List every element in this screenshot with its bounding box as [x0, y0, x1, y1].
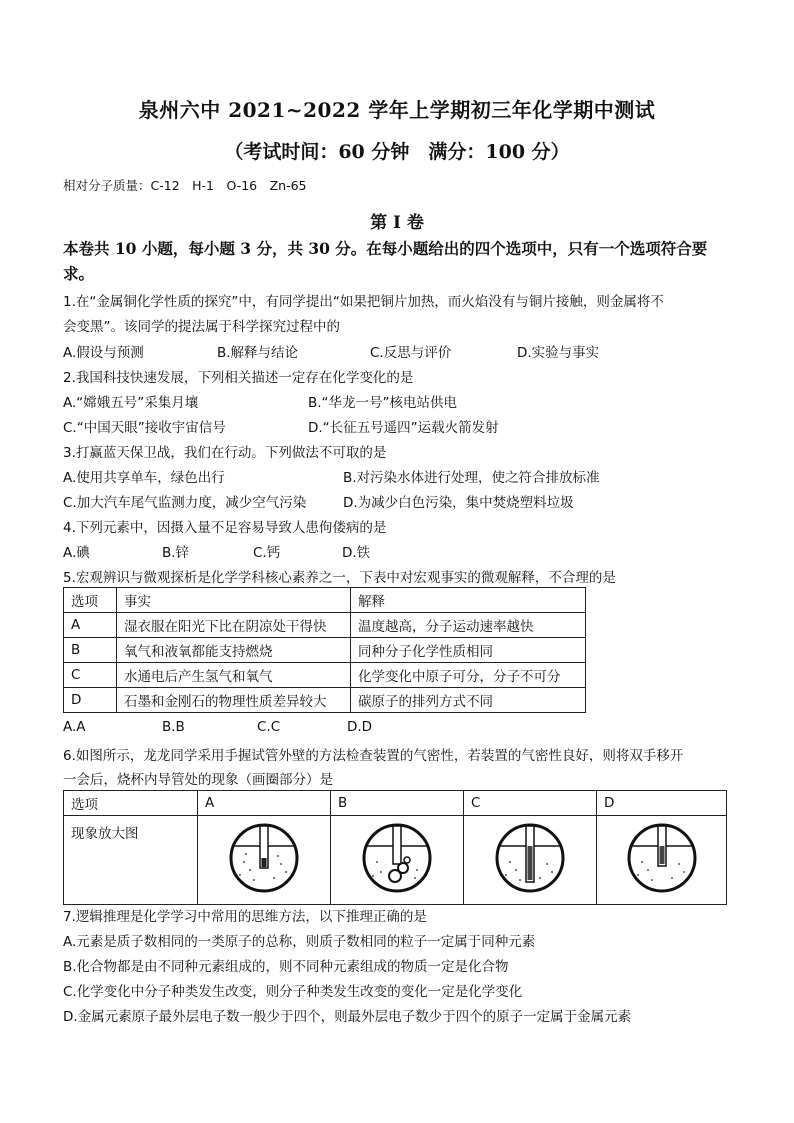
figure-cell-c	[464, 816, 597, 905]
table-cell: 水通电后产生氢气和氧气	[117, 663, 351, 688]
figure-cell-b	[331, 816, 464, 905]
q6-stem-line2: 一会后，烧杯内导管处的现象（画圈部分）是	[63, 772, 333, 788]
q1-option-a: A.假设与预测	[63, 345, 144, 361]
table-cell: A	[64, 613, 117, 638]
table-cell: B	[64, 638, 117, 663]
table-cell: 温度越高，分子运动速率越快	[351, 613, 586, 638]
table-cell: D	[64, 688, 117, 713]
magnified-beaker-figure-c	[492, 820, 568, 896]
table-row	[64, 816, 727, 905]
q5-option-d: D.D	[347, 719, 373, 735]
table-header-cell: 选项	[64, 588, 117, 613]
table-header-cell: 事实	[117, 588, 351, 613]
q4-option-a: A.碘	[63, 545, 90, 561]
section-heading: 第 I 卷	[370, 213, 424, 233]
table-cell: 同种分子化学性质相同	[351, 638, 586, 663]
q5-option-a: A.A	[63, 719, 86, 735]
q6-stem-line1: 6.如图所示，龙龙同学采用手握试管外壁的方法检查装置的气密性，若装置的气密性良好，则将双手移开	[63, 748, 684, 764]
q3-option-b: B.对污染水体进行处理，使之符合排放标准	[343, 470, 600, 486]
section-instructions: 本卷共 10 小题，每小题 3 分，共 30 分。在每小题给出的四个选项中，只有一个选项符合要求。	[63, 239, 708, 283]
table-row	[64, 663, 586, 688]
q4-option-b: B.锌	[162, 545, 190, 561]
table-row	[64, 688, 586, 713]
q7-option-c: C.化学变化中分子种类发生改变，则分子种类发生改变的变化一定是化学变化	[63, 984, 523, 1000]
q1-stem-line2: 会变黑”。该同学的提法属于科学探究过程中的	[63, 319, 340, 335]
figure-cell-d	[597, 816, 727, 905]
q3-stem: 3.打赢蓝天保卫战，我们在行动。下列做法不可取的是	[63, 445, 387, 461]
table-header-cell: A	[198, 791, 331, 816]
q2-option-b: B.“华龙一号”核电站供电	[308, 395, 458, 411]
table-header-cell: C	[464, 791, 597, 816]
q1-option-d: D.实验与事实	[517, 345, 600, 361]
q1-option-c: C.反思与评价	[370, 345, 452, 361]
q1-stem-line1: 1.在“金属铜化学性质的探究”中，有同学提出“如果把铜片加热，而火焰没有与铜片接触，则金属将不	[63, 294, 664, 310]
q4-option-d: D.铁	[342, 545, 371, 561]
magnified-beaker-figure-a	[226, 820, 302, 896]
q2-option-c: C.“中国天眼”接收宇宙信号	[63, 420, 226, 436]
q5-option-c: C.C	[257, 719, 281, 735]
table-header-cell: 解释	[351, 588, 586, 613]
table-cell: 石墨和金刚石的物理性质差异较大	[117, 688, 351, 713]
table-header-cell: D	[597, 791, 727, 816]
q4-stem: 4.下列元素中，因摄入量不足容易导致人患佝偻病的是	[63, 520, 387, 536]
table-cell: C	[64, 663, 117, 688]
q7-option-b: B.化合物都是由不同种元素组成的，则不同种元素组成的物质一定是化合物	[63, 959, 509, 975]
table-header-cell: 选项	[64, 791, 198, 816]
q5-table	[63, 587, 586, 713]
exam-subtitle: （考试时间：60 分钟 满分：100 分）	[224, 141, 570, 163]
table-header-cell: B	[331, 791, 464, 816]
magnified-beaker-figure-b	[359, 820, 435, 896]
table-cell: 化学变化中原子可分，分子不可分	[351, 663, 586, 688]
table-header-row	[64, 588, 586, 613]
q2-option-a: A.“嫦娥五号”采集月壤	[63, 395, 199, 411]
q7-option-d: D.金属元素原子最外层电子数一般少于四个，则最外层电子数少于四个的原子一定属于金属元素	[63, 1009, 632, 1025]
table-cell: 湿衣服在阳光下比在阴凉处干得快	[117, 613, 351, 638]
q1-option-b: B.解释与结论	[217, 345, 299, 361]
table-cell: 氧气和液氧都能支持燃烧	[117, 638, 351, 663]
q2-stem: 2.我国科技快速发展，下列相关描述一定存在化学变化的是	[63, 370, 414, 386]
q3-option-d: D.为减少白色污染，集中焚烧塑料垃圾	[343, 495, 574, 511]
q6-table	[63, 790, 727, 905]
q3-option-a: A.使用共享单车，绿色出行	[63, 470, 225, 486]
q2-option-d: D.“长征五号遥四”运载火箭发射	[308, 420, 499, 436]
table-row	[64, 638, 586, 663]
table-row	[64, 613, 586, 638]
table-header-row	[64, 791, 727, 816]
table-cell: 现象放大图	[64, 816, 198, 905]
q4-option-c: C.钙	[253, 545, 281, 561]
figure-cell-a	[198, 816, 331, 905]
magnified-beaker-figure-d	[624, 820, 700, 896]
q5-stem: 5.宏观辨识与微观探析是化学学科核心素养之一，下表中对宏观事实的微观解释，不合理的是	[63, 570, 616, 586]
q3-option-c: C.加大汽车尾气监测力度，减少空气污染	[63, 495, 307, 511]
q7-option-a: A.元素是质子数相同的一类原子的总称，则质子数相同的粒子一定属于同种元素	[63, 934, 536, 950]
exam-title: 泉州六中 2021~2022 学年上学期初三年化学期中测试	[138, 98, 656, 122]
table-cell: 碳原子的排列方式不同	[351, 688, 586, 713]
q5-option-b: B.B	[162, 719, 185, 735]
relative-mass-line: 相对分子质量：C-12 H-1 O-16 Zn-65	[63, 178, 307, 193]
q7-stem: 7.逻辑推理是化学学习中常用的思维方法，以下推理正确的是	[63, 909, 427, 925]
